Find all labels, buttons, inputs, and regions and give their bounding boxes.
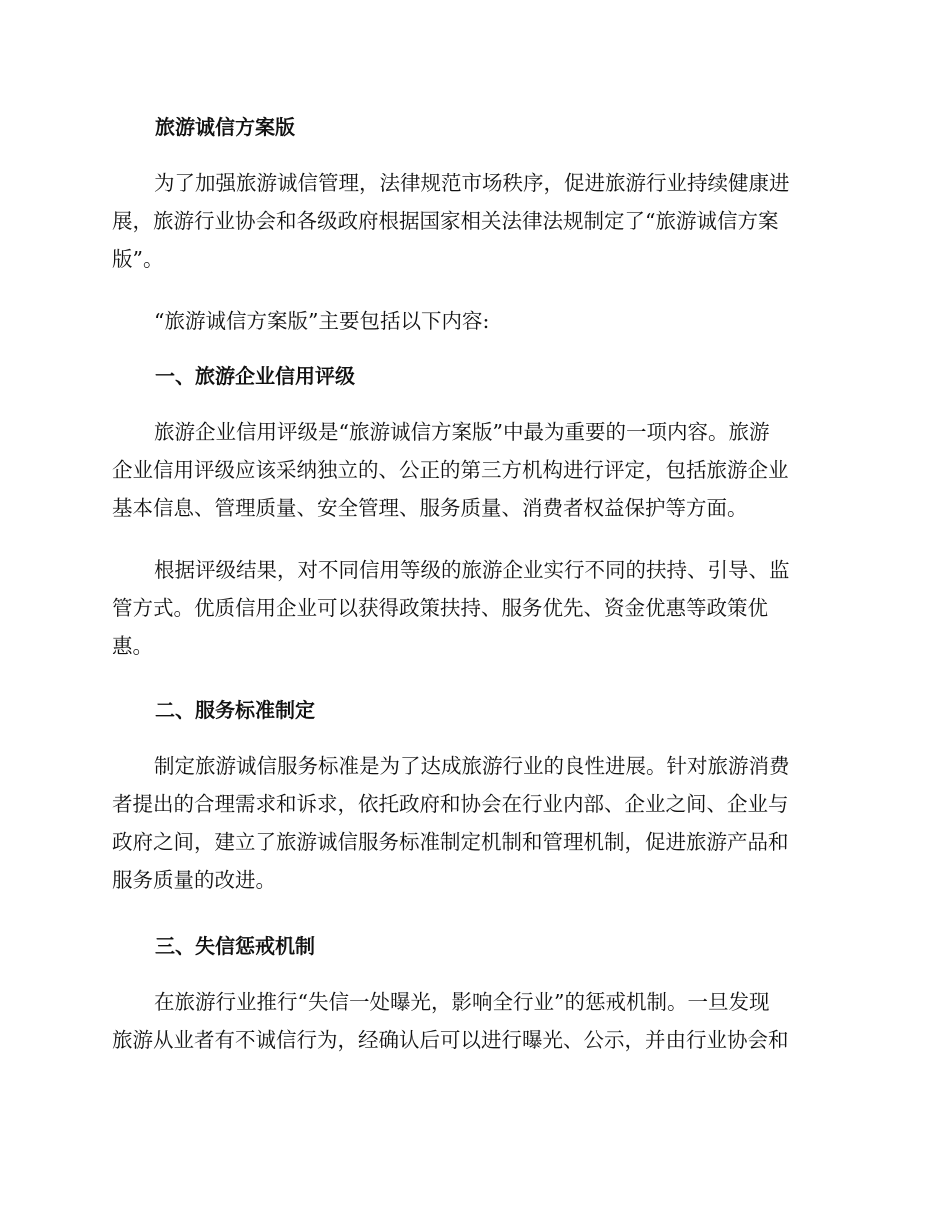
- text-line: 旅游从业者有不诚信行为，经确认后可以进行曝光、公示，并由行业协会和: [112, 1028, 789, 1052]
- credit-rating-paragraph-1: [112, 413, 830, 527]
- document-title: 旅游诚信方案版: [155, 115, 295, 139]
- text-line: 管方式。优质信用企业可以获得政策扶持、服务优先、资金优惠等政策优: [112, 596, 768, 620]
- text-line: 服务质量的改进。: [112, 868, 276, 892]
- dishonesty-penalty-paragraph: [112, 983, 830, 1059]
- text-line: 惠。: [112, 634, 153, 658]
- text-line: 旅游企业信用评级是“旅游诚信方案版”中最为重要的一项内容。旅游: [154, 420, 770, 444]
- text-line: “旅游诚信方案版”主要包括以下内容:: [154, 309, 490, 333]
- text-line: 在旅游行业推行“失信一处曝光，影响全行业”的惩戒机制。一旦发现: [154, 990, 770, 1014]
- text-line: 展，旅游行业协会和各级政府根据国家相关法律法规制定了“旅游诚信方案: [112, 209, 779, 233]
- text-line: 版”。: [112, 247, 164, 271]
- text-line: 者提出的合理需求和诉求，依托政府和协会在行业内部、企业之间、企业与: [112, 792, 789, 816]
- text-line: 为了加强旅游诚信管理，法律规范市场秩序，促进旅游行业持续健康进: [154, 171, 790, 195]
- text-line: 企业信用评级应该采纳独立的、公正的第三方机构进行评定，包括旅游企业: [112, 458, 789, 482]
- section-heading-service-standards: 二、服务标准制定: [155, 698, 315, 722]
- text-line: 制定旅游诚信服务标准是为了达成旅游行业的良性进展。针对旅游消费: [154, 754, 790, 778]
- section-heading-credit-rating: 一、旅游企业信用评级: [155, 364, 355, 388]
- summary-paragraph: [112, 302, 830, 340]
- section-heading-dishonesty-penalty: 三、失信惩戒机制: [155, 934, 315, 958]
- credit-rating-paragraph-2: [112, 551, 830, 665]
- text-line: 政府之间，建立了旅游诚信服务标准制定机制和管理机制，促进旅游产品和: [112, 830, 789, 854]
- intro-paragraph: [112, 164, 830, 278]
- text-line: 根据评级结果，对不同信用等级的旅游企业实行不同的扶持、引导、监: [154, 558, 790, 582]
- text-line: 基本信息、管理质量、安全管理、服务质量、消费者权益保护等方面。: [112, 496, 748, 520]
- service-standards-paragraph: [112, 747, 830, 899]
